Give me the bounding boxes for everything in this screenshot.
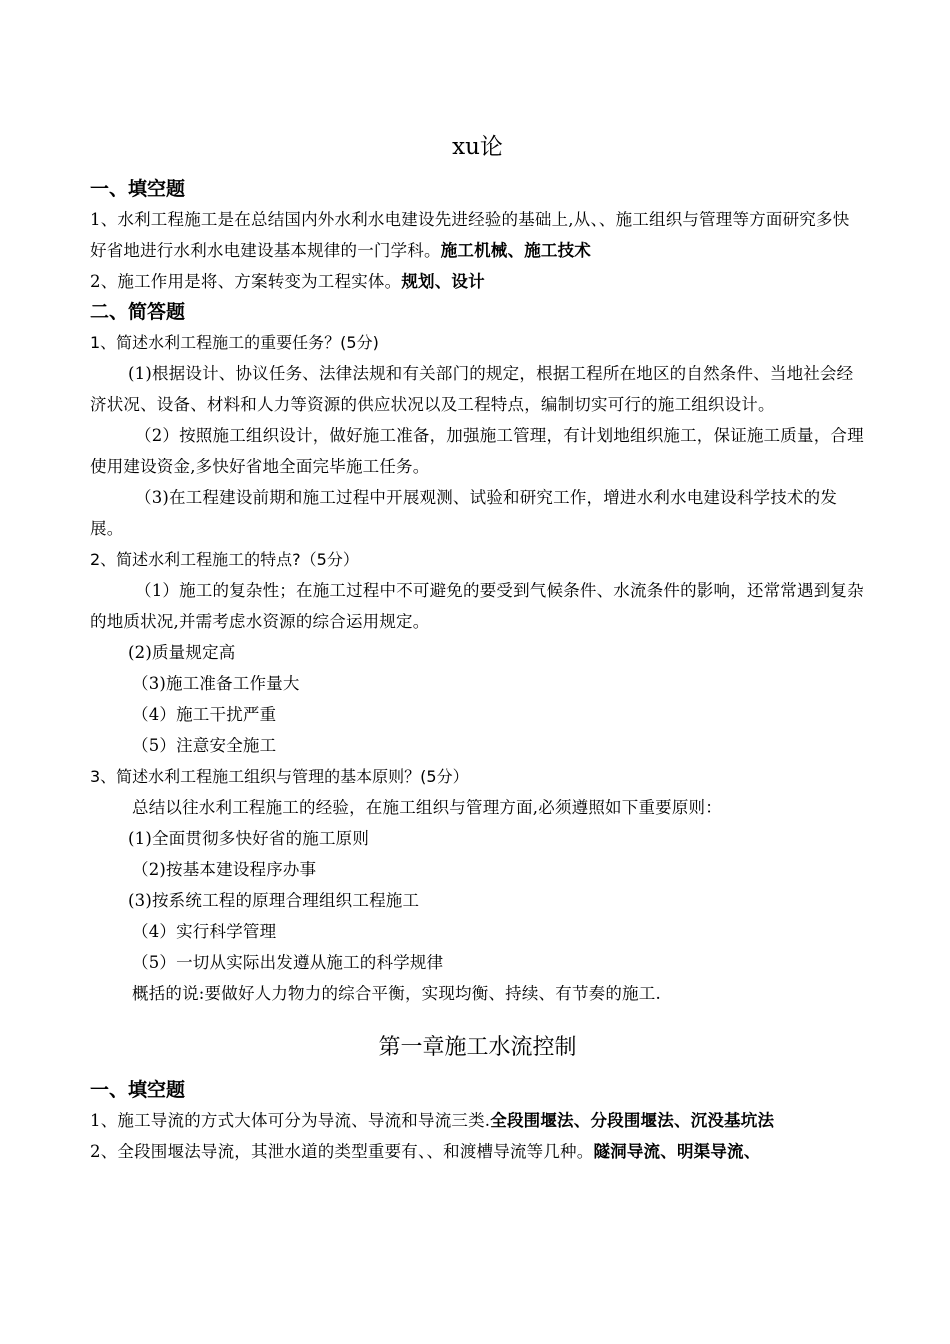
- question-2-answer-1: （1）施工的复杂性；在施工过程中不可避免的要受到气候条件、水流条件的影响，还常常遇到复杂的地质状况,并需考虑水资源的综合运用规定。: [90, 581, 864, 631]
- fill-item-2-answer: 规划、设计: [401, 272, 485, 291]
- question-2-item: （3)施工准备工作量大: [132, 674, 300, 693]
- question-1-answer-3: （3)在工程建设前期和施工过程中开展观测、试验和研究工作，增进水利水电建设科学技术的发展。: [90, 488, 838, 538]
- fill-in-heading: 一、填空题: [90, 178, 186, 200]
- question-3-lead: 总结以往水利工程施工的经验，在施工组织与管理方面,必须遵照如下重要原则：: [132, 798, 722, 817]
- chapter-1-fill-item-2: [90, 1136, 865, 1167]
- fill-item-1-text: 1、水利工程施工是在总结国内外水利水电建设先进经验的基础上,从、、施工组织与管理等方面研究多快好省地进行水利水电建设基本规律的一门学科。: [90, 210, 850, 260]
- question-3-item: （4）实行科学管理: [132, 922, 277, 941]
- question-2-item: （5）注意安全施工: [132, 736, 277, 755]
- document-content: [90, 130, 865, 1167]
- chapter-1-fill-in-heading: 一、填空题: [90, 1079, 186, 1101]
- question-3: 3、简述水利工程施工组织与管理的基本原则？(5分）: [90, 767, 469, 786]
- question-3-item: (1)全面贯彻多快好省的施工原则: [128, 829, 370, 848]
- short-answer-heading: 二、简答题: [90, 301, 186, 323]
- fill-item-2: [90, 266, 865, 297]
- question-2-item: (2)质量规定高: [128, 643, 236, 662]
- chapter-1-title: 第一章施工水流控制: [378, 1035, 577, 1060]
- question-1-answer-1: (1)根据设计、协议任务、法律法规和有关部门的规定，根据工程所在地区的自然条件、当地社会经济状况、设备、材料和人力等资源的供应状况以及工程特点，编制切实可行的施工组织设计。: [90, 364, 854, 414]
- question-1-answer-2: （2）按照施工组织设计，做好施工准备，加强施工管理，有计划地组织施工，保证施工质量，合理使用建设资金,多快好省地全面完毕施工任务。: [90, 426, 864, 476]
- question-3-item: (3)按系统工程的原理合理组织工程施工: [128, 891, 420, 910]
- question-3-item: （2)按基本建设程序办事: [132, 860, 317, 879]
- chapter-1-fill-item-2-answer: 隧洞导流、明渠导流、: [593, 1142, 761, 1161]
- fill-item-2-text: 2、施工作用是将、方案转变为工程实体。: [90, 272, 402, 291]
- chapter-1-fill-item-1-answer: 全段围堰法、分段围堰法、沉没基坑法: [490, 1111, 775, 1130]
- question-3-item: （5）一切从实际出发遵从施工的科学规律: [132, 953, 444, 972]
- fill-item-1-answer: 施工机械、施工技术: [440, 241, 592, 260]
- question-2-item: （4）施工干扰严重: [132, 705, 277, 724]
- question-1: 1、简述水利工程施工的重要任务？(5分): [90, 333, 379, 352]
- fill-item-1: [90, 204, 865, 266]
- question-3-summary: 概括的说:要做好人力物力的综合平衡，实现均衡、持续、有节奏的施工.: [132, 984, 661, 1003]
- intro-title: xu论: [452, 134, 503, 160]
- chapter-1-fill-item-1-text: 1、施工导流的方式大体可分为导流、导流和导流三类.: [90, 1111, 491, 1130]
- question-2: 2、简述水利工程施工的特点?（5分）: [90, 550, 359, 569]
- chapter-1-fill-item-1: [90, 1105, 865, 1136]
- chapter-1-fill-item-2-text: 2、全段围堰法导流，其泄水道的类型重要有、、和渡槽导流等几种。: [90, 1142, 594, 1161]
